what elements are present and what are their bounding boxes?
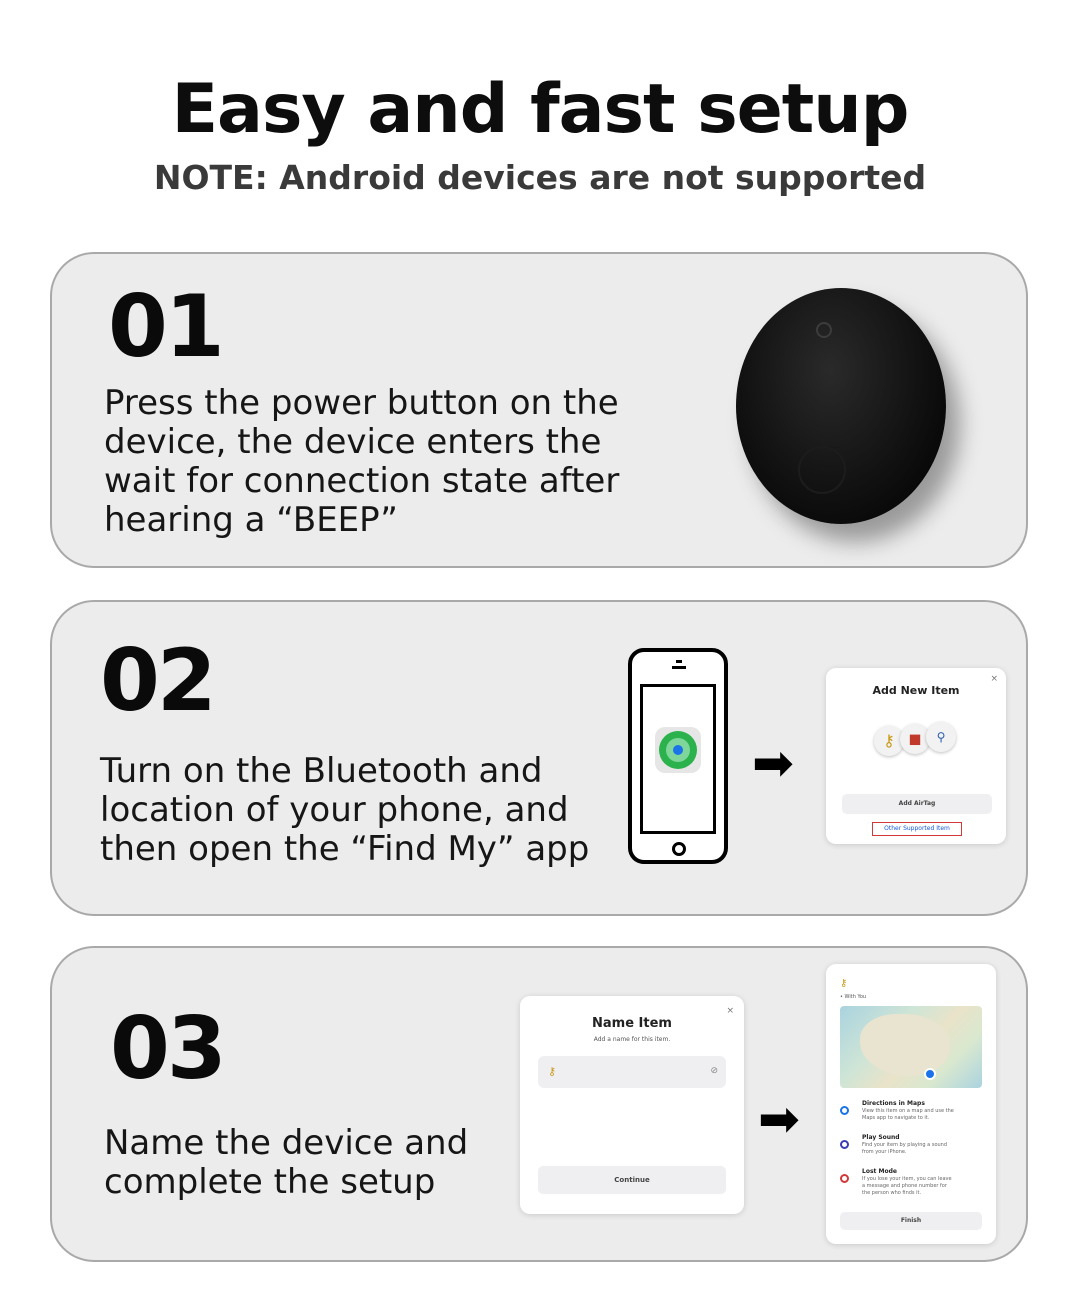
phone-icon xyxy=(628,648,728,864)
close-icon[interactable]: × xyxy=(726,1006,734,1016)
power-button xyxy=(798,446,846,494)
row-title: Directions in Maps xyxy=(862,1100,925,1107)
step-description: Press the power button on the device, the device enters the wait for connection state after hearing a “BEEP” xyxy=(104,383,620,540)
step-number: 03 xyxy=(110,999,224,1099)
arrow-right-icon: ➡ xyxy=(752,734,794,792)
step-card-2 xyxy=(50,600,1028,916)
key-icon: ⚷ xyxy=(840,978,848,989)
page-title: Easy and fast setup xyxy=(171,70,909,149)
name-item-screenshot xyxy=(520,996,744,1214)
compatibility-note: NOTE: Android devices are not supported xyxy=(153,158,927,197)
finish-button[interactable]: Finish xyxy=(840,1212,982,1230)
screen-title: Add New Item xyxy=(872,684,960,697)
tracker-device-image xyxy=(736,288,946,524)
clear-icon[interactable]: ⊘ xyxy=(710,1066,718,1076)
backpack-icon: ◼ xyxy=(900,724,930,754)
finish-screenshot xyxy=(826,964,996,1244)
row-description: If you lose your item, you can leave a message and phone number for the person who finds it. xyxy=(862,1176,952,1196)
item-type-icons xyxy=(872,722,962,758)
find-my-app-icon xyxy=(655,727,701,773)
lost-mode-icon xyxy=(840,1174,849,1183)
step-card-1 xyxy=(50,252,1028,568)
screen-subtitle: Add a name for this item. xyxy=(593,1036,671,1043)
add-new-item-screenshot xyxy=(826,668,1006,844)
directions-icon xyxy=(840,1106,849,1115)
step-number: 01 xyxy=(108,277,222,377)
key-icon: ⚷ xyxy=(874,726,904,756)
row-description: View this item on a map and use the Maps app to navigate to it. xyxy=(862,1108,954,1121)
location-map xyxy=(840,1006,982,1088)
arrow-right-icon: ➡ xyxy=(758,1090,800,1148)
keyring-hole xyxy=(816,322,832,338)
screen-title: Name Item xyxy=(592,1016,672,1031)
home-button-icon xyxy=(672,842,686,856)
close-icon[interactable]: × xyxy=(990,674,998,684)
row-title: Play Sound xyxy=(862,1134,900,1141)
other-supported-item-link[interactable]: Other Supported Item xyxy=(872,822,962,836)
play-sound-icon xyxy=(840,1140,849,1149)
continue-button[interactable]: Continue xyxy=(538,1166,726,1194)
key-icon: ⚷ xyxy=(548,1065,557,1078)
step-card-3 xyxy=(50,946,1028,1262)
add-airtag-button[interactable]: Add AirTag xyxy=(842,794,992,814)
bike-icon: ⚲ xyxy=(926,722,956,752)
row-description: Find your item by playing a sound from your iPhone. xyxy=(862,1142,948,1155)
step-description: Turn on the Bluetooth and location of your phone, and then open the “Find My” app xyxy=(100,751,590,869)
row-title: Lost Mode xyxy=(862,1168,897,1175)
step-number: 02 xyxy=(100,631,214,731)
item-name-field[interactable] xyxy=(538,1056,726,1088)
step-description: Name the device and complete the setup xyxy=(104,1123,469,1202)
location-pin-icon xyxy=(924,1068,936,1080)
with-you-label: • With You xyxy=(840,994,867,1000)
